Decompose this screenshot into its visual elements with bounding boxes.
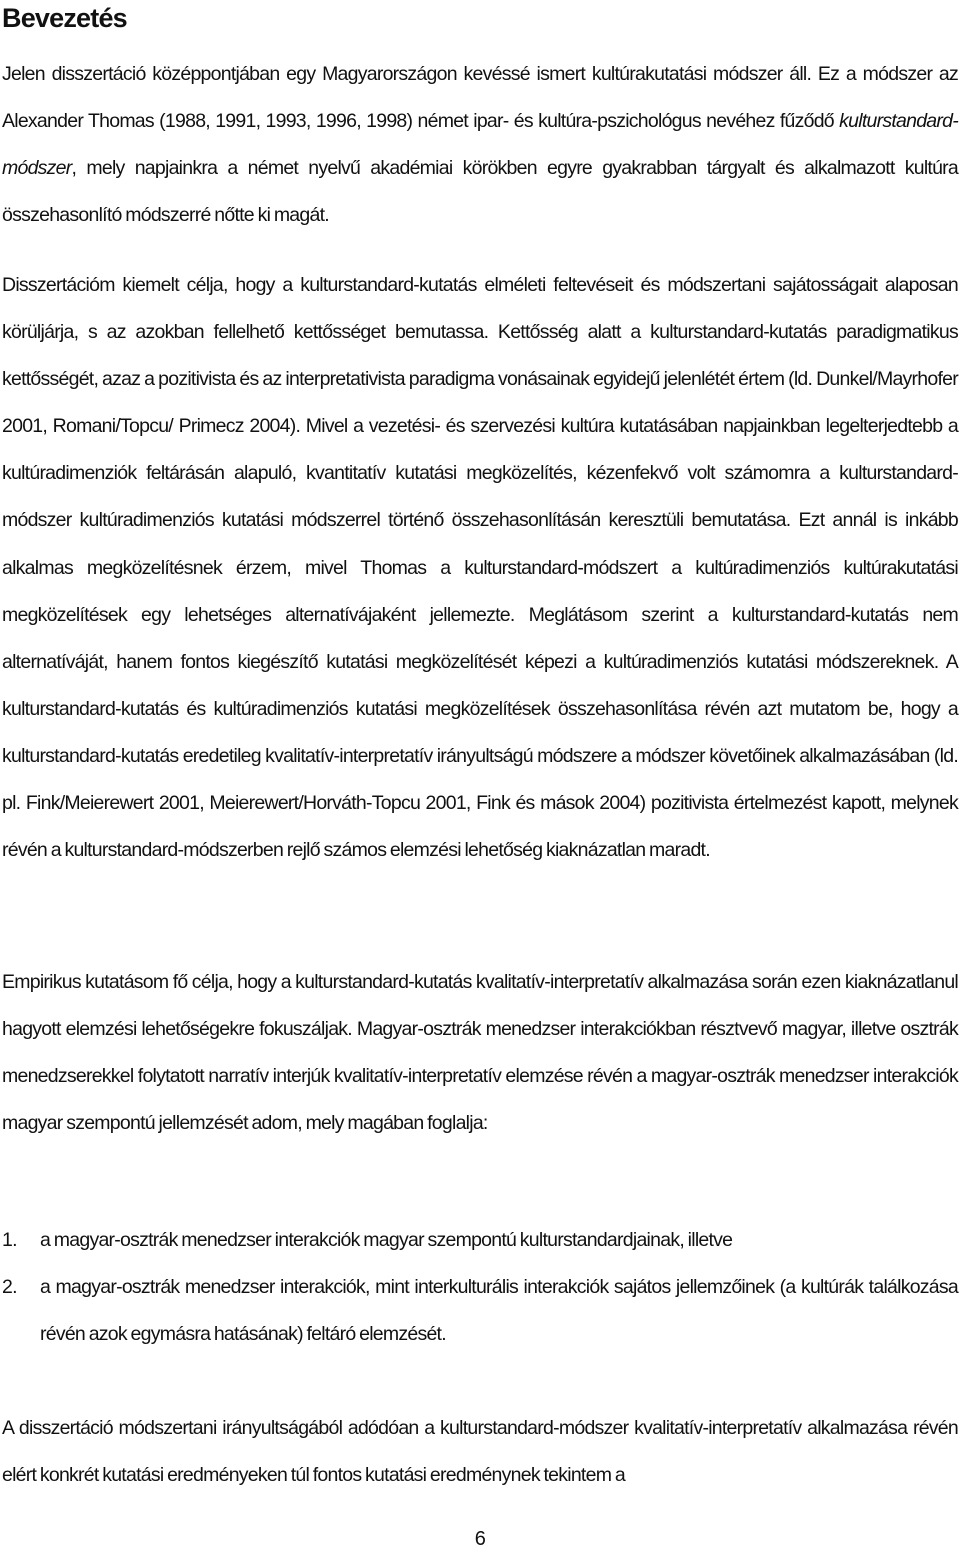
list-item-number: 1. [2, 1229, 17, 1251]
list-item [2, 1264, 958, 1358]
paragraph-empirical: Empirikus kutatásom fő célja, hogy a kulturstandard-kutatás kvalitatív-interpretatív alkalmazása során ezen kiaknázatlanul hagyott elemzési lehetőségekre fokuszáljak. Magyar-osztrák menedzser interakciókban résztvevő magyar, illetve osztrák menedzserekkel folytatott narratív interjúk kvalitatív-interpretatív elemzése révén a magyar-osztrák menedzser interakciók magyar szempontú jellemzését adom, mely magában foglalja: [2, 971, 958, 1135]
numbered-list [2, 1217, 958, 1358]
paragraph-intro-text-1: Jelen disszertáció középpontjában egy Magyarországon kevéssé ismert kultúrakutatási módszer áll. Ez a módszer az Alexander Thomas (1988, 1991, 1993, 1996, 1998) német ipar- és kultúra-pszichológus nevéhez fűződő [2, 63, 958, 133]
paragraph-intro-text-2: , mely napjainkra a német nyelvű akadémiai körökben egyre gyakrabban tárgyalt és alkalmazott kultúra összehasonlító módszerré nőtte ki magát. [2, 157, 958, 227]
page-number: 6 [474, 1528, 486, 1550]
paragraph-methodology: A disszertáció módszertani irányultságából adódóan a kulturstandard-módszer kvalitatív-interpretatív alkalmazása révén elért konkrét kutatási eredményeken túl fontos kutatási eredménynek tekintem a [2, 1417, 958, 1487]
paragraph-aim: Disszertációm kiemelt célja, hogy a kulturstandard-kutatás elméleti feltevéseit és módszertani sajátosságait alaposan körüljárja, s az azokban fellelhető kettősséget bemutassa. Kettősség alatt a kulturstandard-kutatás paradigmatikus kettősségét, azaz a pozitivista és az interpretativista paradigma vonásainak egyidejű jelenlétét értem (ld. Dunkel/Mayrhofer 2001, Romani/Topcu/ Primecz 2004). Mivel a vezetési- és szervezési kultúra kutatásában napjainkban legelterjedtebb a kultúradimenziók feltárásán alapuló, kvantitatív kutatási megközelítés, kézenfekvő volt számomra a kulturstandard-módszer kultúradimenziós kutatási módszerrel történő összehasonlításán keresztüli bemutatása. Ezt annál is inkább alkalmas megközelítésnek érzem, mivel Thomas a kulturstandard-módszert a kultúradimenziós kultúrakutatási megközelítések egy lehetséges alternatívájaként jellemezte. Meglátásom szerint a kulturstandard-kutatás nem alternatíváját, hanem fontos kiegészítő kutatási megközelítését képezi a kultúradimenziós kutatási módszereknek. A kulturstandard-kutatás és kultúradimenziós kutatási megközelítések összehasonlítása révén azt mutatom be, hogy a kulturstandard-kutatás eredetileg kvalitatív-interpretatív irányultságú módszere a módszer követőinek alkalmazásában (ld. pl. Fink/Meierewert 2001, Meierewert/Horváth-Topcu 2001, Fink és mások 2004) pozitivista értelmezést kapott, melynek révén a kulturstandard-módszerben rejlő számos elemzési lehetőség kiaknázatlan maradt. [2, 274, 958, 862]
list-item-text: a magyar-osztrák menedzser interakciók magyar szempontú kulturstandardjainak, illetve [40, 1229, 733, 1251]
list-item [2, 1217, 958, 1264]
paragraph-intro [2, 51, 958, 239]
list-item-number: 2. [2, 1276, 17, 1299]
section-title: Bevezetés [2, 3, 127, 33]
list-item-text: a magyar-osztrák menedzser interakciók, mint interkulturális interakciók sajátos jellemzőinek (a kultúrák találkozása révén azok egymásra hatásának) feltáró elemzését. [40, 1276, 958, 1346]
italic-term: kulturstandard-módszer [2, 110, 958, 180]
